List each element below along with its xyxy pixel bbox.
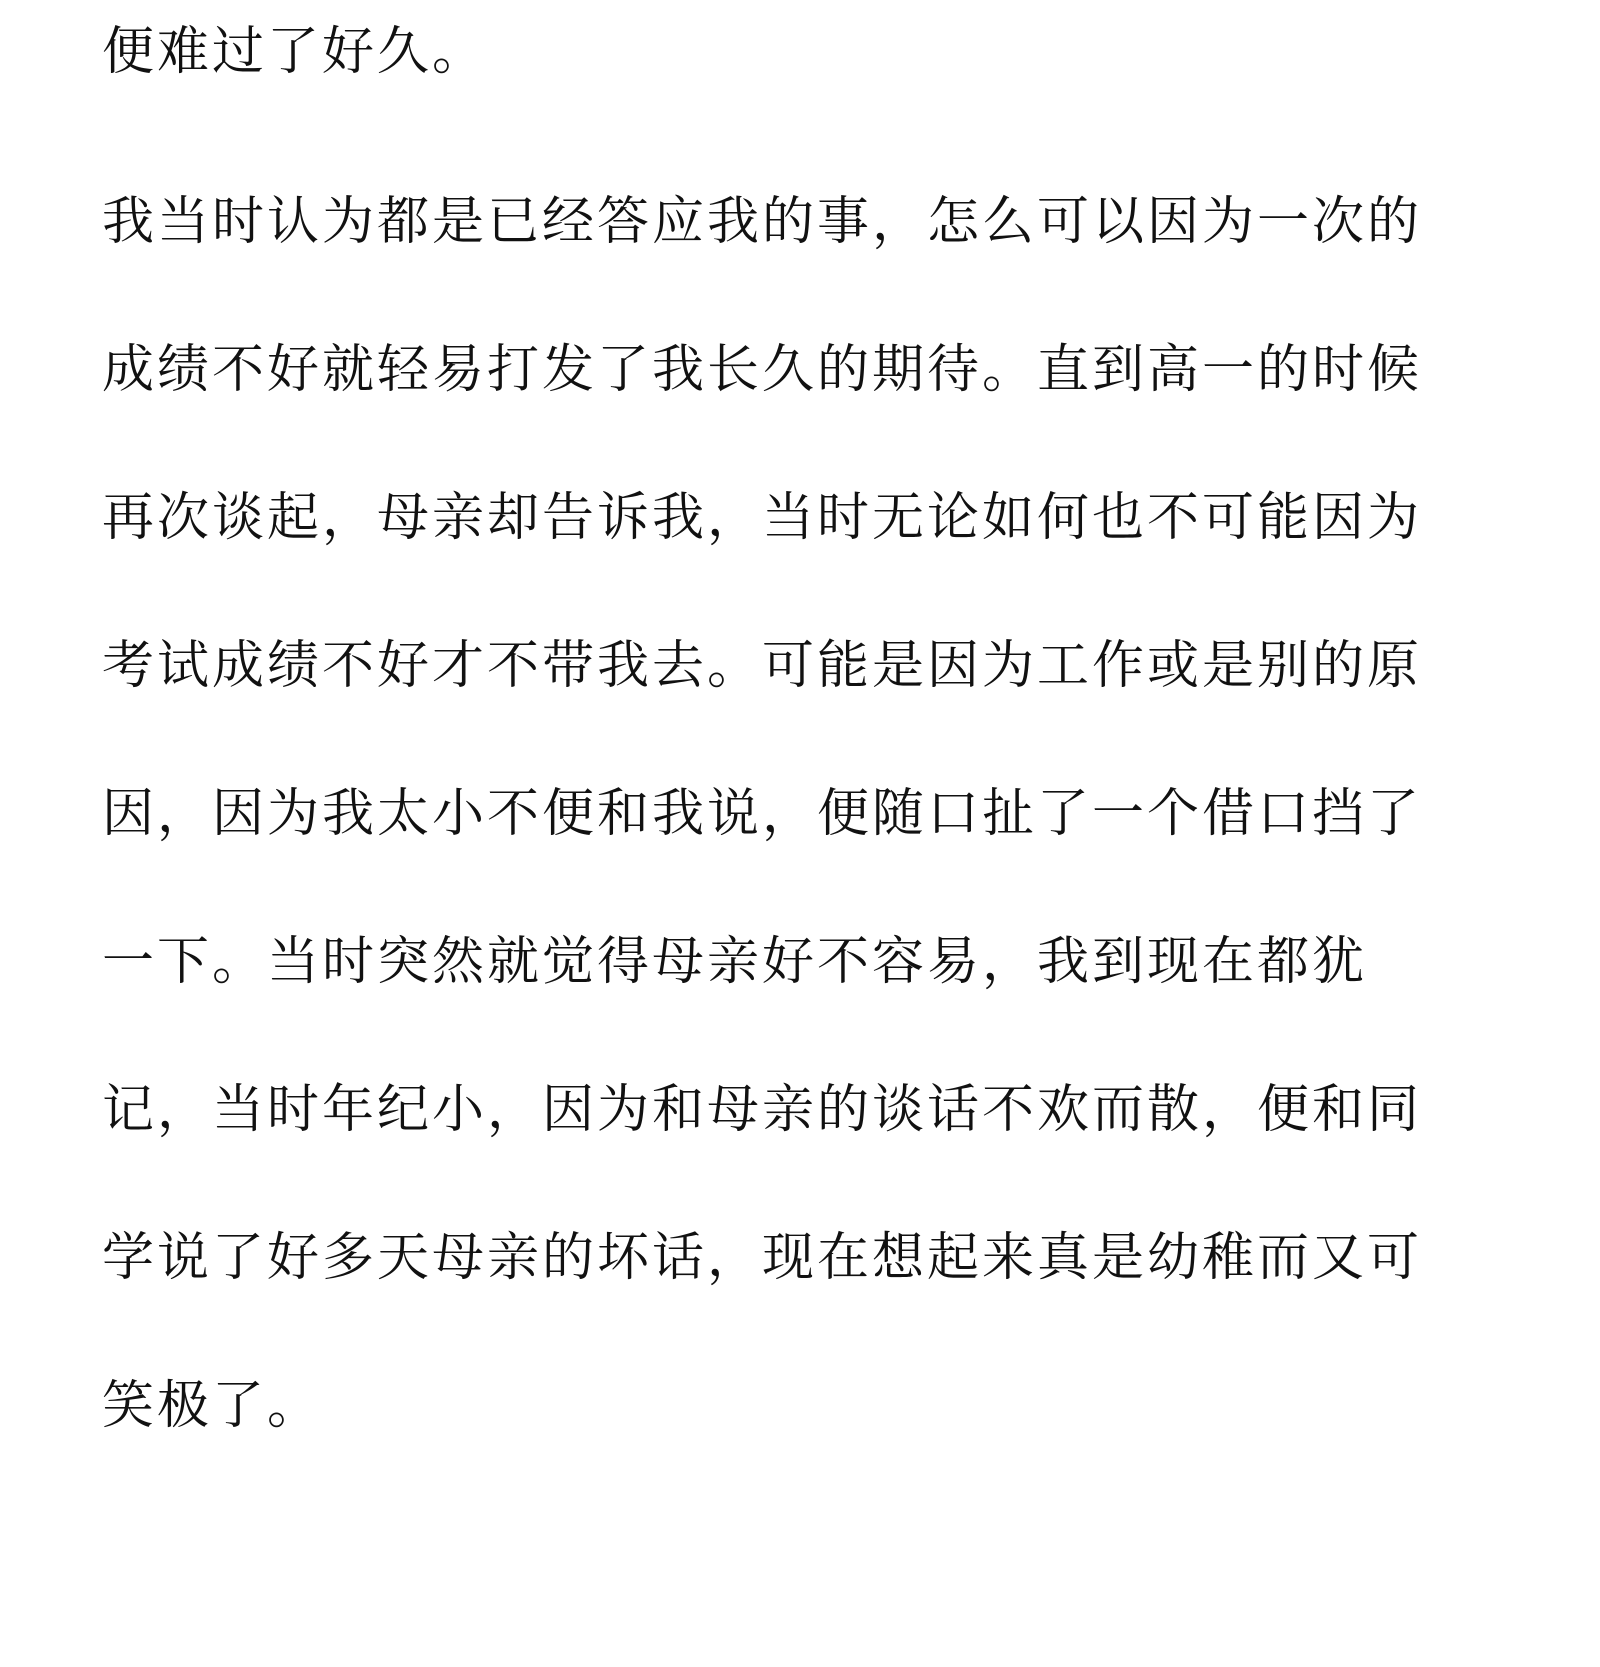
text-line: 我当时认为都是已经答应我的事，怎么可以因为一次的 bbox=[102, 192, 1423, 252]
article-body bbox=[102, 22, 1510, 1480]
text-line: 再次谈起，母亲却告诉我，当时无论如何也不可能因为 bbox=[102, 488, 1423, 548]
text-line: 一下。当时突然就觉得母亲好不容易，我到现在都犹 bbox=[102, 932, 1368, 992]
text-line: 成绩不好就轻易打发了我长久的期待。直到高一的时候 bbox=[102, 340, 1423, 400]
text-line: 笑极了。 bbox=[102, 1376, 323, 1436]
text-line: 记，当时年纪小，因为和母亲的谈话不欢而散，便和同 bbox=[102, 1080, 1423, 1140]
paragraph-spacing bbox=[102, 82, 1510, 148]
paragraph-2 bbox=[102, 148, 1510, 1480]
text-line: 考试成绩不好才不带我去。可能是因为工作或是别的原 bbox=[102, 636, 1423, 696]
text-line: 便难过了好久。 bbox=[102, 22, 488, 82]
text-line: 学说了好多天母亲的坏话，现在想起来真是幼稚而又可 bbox=[102, 1228, 1423, 1288]
paragraph-1 bbox=[102, 22, 1510, 82]
text-line: 因，因为我太小不便和我说，便随口扯了一个借口挡了 bbox=[102, 784, 1423, 844]
